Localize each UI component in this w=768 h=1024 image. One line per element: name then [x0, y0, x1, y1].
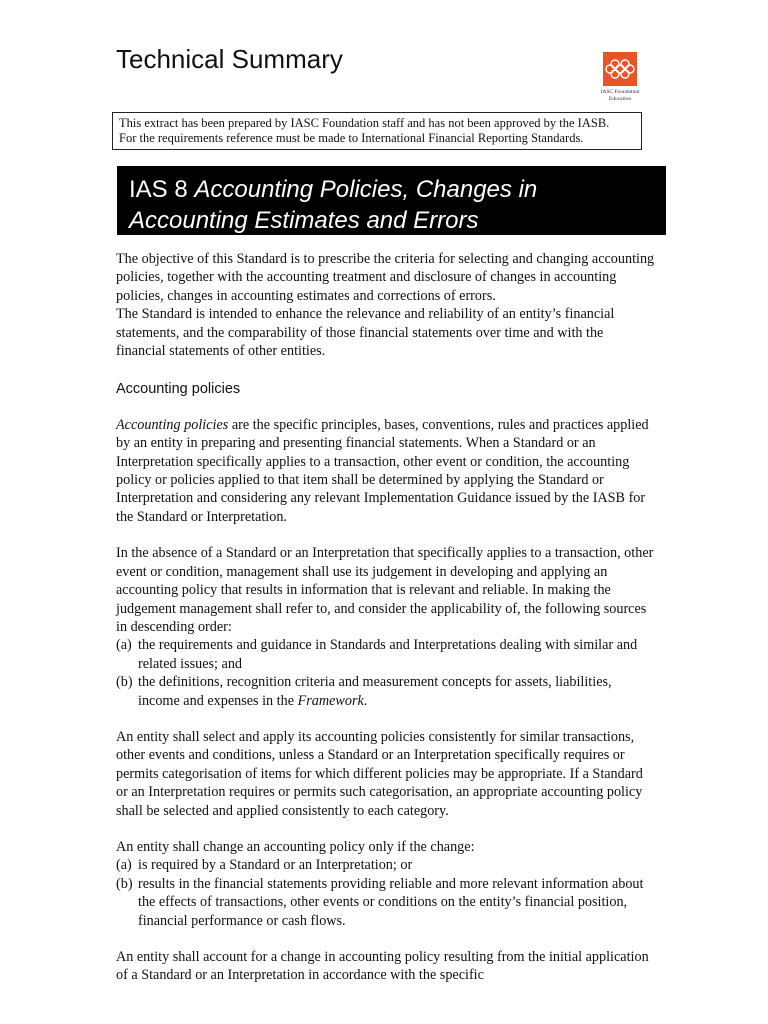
- disclaimer-line-1: This extract has been prepared by IASC Foundation staff and has not been approved by the IASB.: [119, 116, 610, 130]
- list-item: (a) the requirements and guidance in Standards and Interpretations dealing with similar and related issues; and: [116, 637, 638, 672]
- paragraph-absence-of-standard: In the absence of a Standard or an Interpretation that specifically applies to a transaction, other event or condition, management shall use its judgement in developing and applying an accounting policy that results in information that is relevant and reliable. In making the judgement management shall refer to, and consider the applicability of, the following sources in descending order:: [116, 545, 654, 635]
- document-body: [116, 250, 656, 985]
- iasc-foundation-logo: [600, 52, 640, 103]
- intro-paragraph-2: The Standard is intended to enhance the relevance and reliability of an entity’s financial statements, and the comparability of those financial statements over time and with the financial statements of other entities.: [116, 306, 615, 360]
- standard-title-banner: [117, 166, 666, 235]
- paragraph-initial-application: An entity shall account for a change in accounting policy resulting from the initial application of a Standard or an Interpretation in accordance with the specific: [116, 949, 649, 984]
- logo-emblem-icon: [603, 52, 637, 86]
- disclaimer-line-2: For the requirements reference must be made to International Financial Reporting Standards.: [119, 131, 584, 145]
- paragraph-consistency: An entity shall select and apply its accounting policies consistently for similar transactions, other events and conditions, unless a Standard or an Interpretation specifically requires or permits categorisation of items for which different policies may be appropriate. If a Standard or an Interpretation requires or permits such categorisation, an appropriate accounting policy shall be selected and applied consistently to each category.: [116, 728, 643, 819]
- list-item: (b) the definitions, recognition criteria and measurement concepts for assets, liabilities, income and expenses in the Framework.: [116, 674, 612, 709]
- standard-code: IAS 8: [129, 176, 195, 203]
- standard-title: Accounting Policies, Changes in Accounting Estimates and Errors: [129, 176, 538, 234]
- paragraph-accounting-policies-definition: Accounting policies are the specific principles, bases, conventions, rules and practices applied by an entity in preparing and presenting financial statements. When a Standard or an Interpretation specifically applies to a transaction, other event or condition, the accounting policy or policies applied to that item shall be determined by applying the Standard or Interpretation and considering any relevant Implementation Guidance issued by the IASB for the Standard or Interpretation.: [116, 416, 649, 525]
- section-heading: Accounting policies: [116, 381, 241, 398]
- page-title: Technical Summary: [116, 44, 343, 74]
- logo-caption: IASC Foundation Education: [600, 89, 640, 102]
- disclaimer-box: [112, 112, 642, 150]
- list-item: (b) results in the financial statements providing reliable and more relevant information about the effects of transactions, other events or conditions on the entity’s financial position, financial performance or cash flows.: [116, 875, 644, 929]
- paragraph-change-policy: An entity shall change an accounting policy only if the change:: [116, 838, 475, 855]
- list-item: (a) is required by a Standard or an Interpretation; or: [116, 857, 413, 874]
- intro-paragraph: The objective of this Standard is to prescribe the criteria for selecting and changing accounting policies, together with the accounting treatment and disclosure of changes in accounting policies, changes in accounting estimates and corrections of errors.: [116, 251, 655, 304]
- defined-term: Accounting policies: [116, 416, 229, 433]
